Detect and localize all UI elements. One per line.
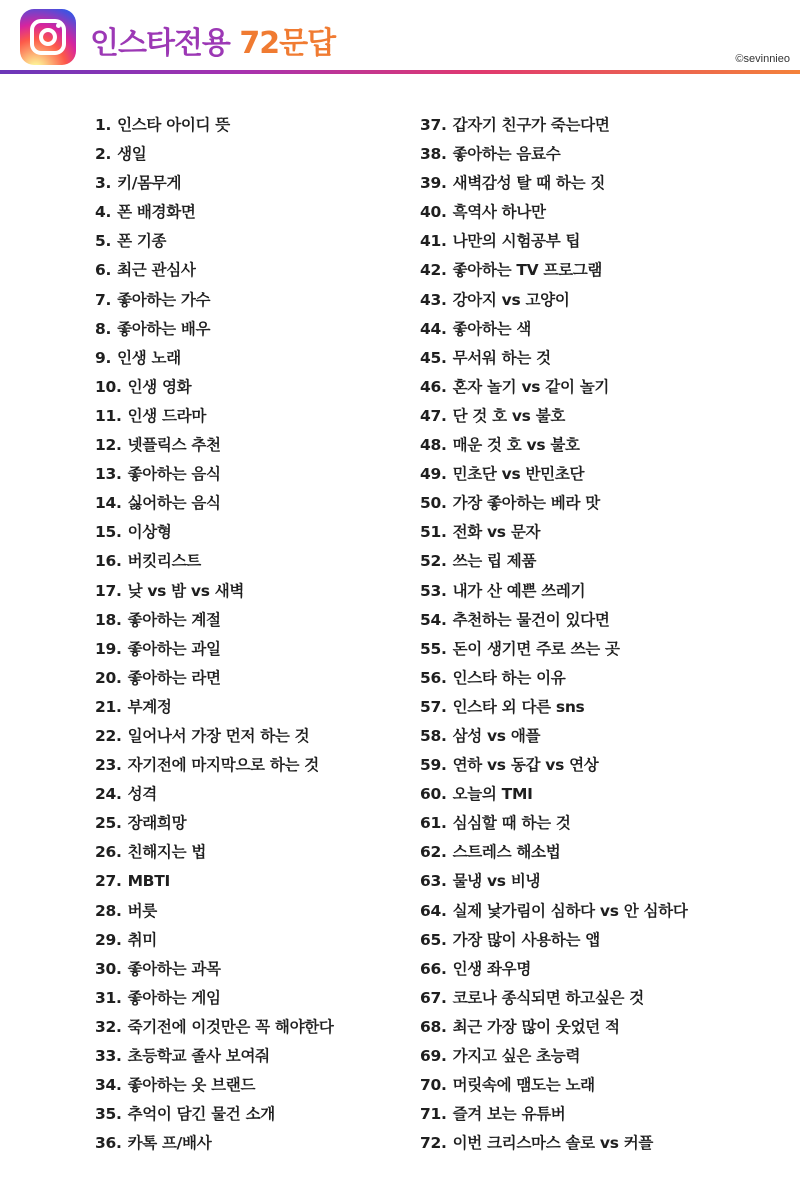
question-text: 버킷리스트 [127,552,201,571]
question-number: 55. [420,639,447,658]
question-text: 폰 배경화면 [117,203,196,222]
question-number: 66. [420,959,447,978]
question-item [95,838,334,867]
question-item [95,693,334,722]
question-text: 최근 가장 많이 웃었던 적 [452,1017,620,1036]
question-item [95,227,334,256]
question-item [95,402,334,431]
question-text: 좋아하는 옷 브랜드 [127,1076,256,1095]
question-number: 23. [95,756,122,775]
question-text: 장래희망 [127,814,187,833]
question-number: 40. [420,203,447,222]
question-text: 좋아하는 계절 [127,610,221,629]
question-item [420,198,688,227]
question-number: 3. [95,174,112,193]
question-item [95,926,334,955]
question-number: 60. [420,785,447,804]
question-text: 내가 산 예쁜 쓰레기 [452,581,586,600]
question-item [420,402,688,431]
question-text: 성격 [127,785,157,804]
question-item [95,577,334,606]
question-text: 인생 좌우명 [452,959,532,978]
question-number: 69. [420,1047,447,1065]
question-text: 좋아하는 TV 프로그램 [452,261,603,280]
question-item [95,344,334,373]
question-number: 8. [95,319,112,338]
question-number: 52. [420,552,447,571]
question-item [420,955,688,984]
question-number: 42. [420,261,447,280]
question-text: 가지고 싶은 초능력 [452,1047,581,1065]
page-title [90,18,335,62]
question-item [95,1042,334,1071]
question-item [420,867,688,896]
question-item [420,344,688,373]
question-number: 28. [95,901,122,920]
question-item [420,111,688,140]
question-item [95,1013,334,1042]
question-number: 48. [420,436,447,455]
question-item [420,897,688,926]
question-text: 좋아하는 색 [452,319,532,338]
question-number: 22. [95,726,122,745]
credit-text: ©sevinnieo [735,53,790,65]
question-item [95,1129,334,1158]
question-item [420,926,688,955]
question-item [420,373,688,402]
question-item [95,489,334,518]
question-text: 좋아하는 게임 [127,988,221,1007]
question-number: 29. [95,930,122,949]
question-item [420,518,688,547]
question-number: 64. [420,901,447,920]
question-number: 10. [95,377,122,396]
question-number: 39. [420,174,447,193]
question-number: 31. [95,988,122,1007]
question-number: 59. [420,756,447,775]
question-text: 좋아하는 배우 [117,319,211,338]
question-item [95,867,334,896]
question-number: 47. [420,406,447,425]
question-item [95,373,334,402]
question-text: 단 것 호 vs 불호 [452,406,566,425]
question-text: 쓰는 립 제품 [452,552,537,571]
question-number: 35. [95,1105,122,1124]
question-item [420,722,688,751]
question-number: 72. [420,1134,447,1153]
question-text: 가장 많이 사용하는 앱 [452,930,600,949]
question-item [420,635,688,664]
question-item [95,664,334,693]
question-text: 인생 영화 [127,377,192,396]
question-item [95,809,334,838]
question-number: 15. [95,523,122,542]
question-text: 인생 노래 [117,348,181,367]
question-text: 혼자 놀기 vs 같이 놀기 [452,377,610,396]
question-number: 5. [95,232,112,251]
question-text: 좋아하는 과목 [127,959,221,978]
question-number: 6. [95,261,112,280]
question-text: 매운 것 호 vs 불호 [452,436,580,455]
question-text: 돈이 생기면 주로 쓰는 곳 [452,639,620,658]
question-item [420,984,688,1013]
question-text: 갑자기 친구가 죽는다면 [452,116,610,134]
question-text: 좋아하는 라면 [127,668,221,687]
question-number: 57. [420,697,447,716]
question-text: 폰 기종 [117,232,167,251]
question-text: 삼성 vs 애플 [452,726,541,745]
question-text: 흑역사 하나만 [452,203,546,222]
question-number: 61. [420,814,447,833]
question-item [95,606,334,635]
question-item [95,547,334,576]
question-number: 2. [95,145,112,164]
question-number: 9. [95,348,112,367]
question-item [95,286,334,315]
question-item [420,169,688,198]
question-number: 13. [95,465,122,484]
question-text: 취미 [127,930,157,949]
question-text: 좋아하는 가수 [117,290,211,309]
question-text: 생일 [117,145,147,164]
question-text: 좋아하는 과일 [127,639,221,658]
question-text: 자기전에 마지막으로 하는 것 [127,756,319,775]
logo-lens [39,28,57,46]
question-item [420,1071,688,1100]
question-item [95,460,334,489]
question-item [420,1100,688,1129]
question-text: 인스타 외 다른 sns [452,697,585,716]
question-text: 좋아하는 음료수 [452,145,561,164]
question-number: 16. [95,552,122,571]
question-list-right [420,111,688,1158]
question-number: 65. [420,930,447,949]
question-item [420,1129,688,1158]
question-number: 49. [420,465,447,484]
question-number: 14. [95,494,122,513]
logo-dot [56,23,61,28]
question-text: 코로나 종식되면 하고싶은 것 [452,988,644,1007]
question-text: 나만의 시험공부 팁 [452,232,581,251]
question-text: 연하 vs 동갑 vs 연상 [452,756,599,775]
question-item [95,722,334,751]
question-number: 46. [420,377,447,396]
question-item [95,635,334,664]
question-item [420,315,688,344]
question-text: 전화 vs 문자 [452,523,541,542]
question-item [420,838,688,867]
question-number: 45. [420,348,447,367]
question-item [95,518,334,547]
question-text: 실제 낯가림이 심하다 vs 안 심하다 [452,901,688,920]
question-item [420,256,688,285]
question-number: 38. [420,145,447,164]
question-number: 1. [95,116,112,134]
question-item [420,1013,688,1042]
question-number: 58. [420,726,447,745]
question-number: 12. [95,436,122,455]
question-text: 가장 좋아하는 베라 맛 [452,494,600,513]
question-number: 19. [95,639,122,658]
question-number: 26. [95,843,122,862]
question-item [420,693,688,722]
question-item [95,955,334,984]
question-number: 34. [95,1076,122,1095]
question-item [420,460,688,489]
question-number: 33. [95,1047,122,1065]
question-item [95,198,334,227]
question-number: 32. [95,1017,122,1036]
title-sub: 72문답 [239,26,336,61]
question-item [95,897,334,926]
question-text: 낮 vs 밤 vs 새벽 [127,581,245,600]
header [0,0,800,76]
question-text: 넷플릭스 추천 [127,436,221,455]
question-number: 25. [95,814,122,833]
question-number: 68. [420,1017,447,1036]
question-item [95,1100,334,1129]
question-number: 36. [95,1134,122,1153]
question-number: 27. [95,872,122,891]
question-item [95,780,334,809]
instagram-icon [20,9,76,65]
question-number: 30. [95,959,122,978]
question-number: 44. [420,319,447,338]
question-text: 좋아하는 음식 [127,465,221,484]
question-number: 56. [420,668,447,687]
question-number: 7. [95,290,112,309]
question-number: 54. [420,610,447,629]
question-item [95,169,334,198]
question-item [420,547,688,576]
question-number: 24. [95,785,122,804]
question-text: 이번 크리스마스 솔로 vs 커플 [452,1134,654,1153]
question-text: 최근 관심사 [117,261,196,280]
question-text: 스트레스 해소법 [452,843,561,862]
question-number: 17. [95,581,122,600]
question-number: 4. [95,203,112,222]
question-item [95,431,334,460]
question-item [420,809,688,838]
question-text: 머릿속에 맴도는 노래 [452,1076,595,1095]
question-item [420,780,688,809]
question-item [95,140,334,169]
question-number: 63. [420,872,447,891]
question-number: 62. [420,843,447,862]
question-text: 추억이 담긴 물건 소개 [127,1105,275,1124]
question-number: 43. [420,290,447,309]
question-text: 인생 드라마 [127,406,207,425]
question-item [420,606,688,635]
question-list-left [95,111,334,1158]
question-item [95,315,334,344]
question-item [420,1042,688,1071]
question-item [420,286,688,315]
question-text: 강아지 vs 고양이 [452,290,570,309]
question-number: 67. [420,988,447,1007]
question-text: 추천하는 물건이 있다면 [452,610,610,629]
gradient-divider [0,70,800,74]
question-item [420,664,688,693]
question-number: 71. [420,1105,447,1124]
question-text: 카톡 프/배사 [127,1134,212,1153]
question-text: 무서워 하는 것 [452,348,551,367]
question-text: 초등학교 졸사 보여줘 [127,1047,270,1065]
question-item [95,111,334,140]
question-text: 인스타 하는 이유 [452,668,566,687]
question-item [420,431,688,460]
question-item [420,577,688,606]
question-number: 50. [420,494,447,513]
question-text: 즐겨 보는 유튜버 [452,1105,566,1124]
question-item [95,1071,334,1100]
question-number: 11. [95,406,122,425]
question-text: 싫어하는 음식 [127,494,221,513]
question-number: 20. [95,668,122,687]
question-number: 70. [420,1076,447,1095]
question-text: 인스타 아이디 뜻 [117,116,230,134]
question-text: 물냉 vs 비냉 [452,872,541,891]
question-item [95,751,334,780]
question-text: 부계정 [127,697,172,716]
question-item [95,984,334,1013]
question-number: 41. [420,232,447,251]
question-item [420,751,688,780]
question-number: 37. [420,116,447,134]
question-number: 51. [420,523,447,542]
question-item [420,227,688,256]
question-number: 18. [95,610,122,629]
question-text: 친해지는 법 [127,843,207,862]
question-text: 심심할 때 하는 것 [452,814,571,833]
question-text: 일어나서 가장 먼저 하는 것 [127,726,310,745]
question-text: 죽기전에 이것만은 꼭 해야한다 [127,1017,334,1036]
question-text: 민초단 vs 반민초단 [452,465,585,484]
question-number: 21. [95,697,122,716]
question-number: 53. [420,581,447,600]
question-text: MBTI [127,872,170,891]
question-text: 버릇 [127,901,157,920]
question-item [420,140,688,169]
question-item [95,256,334,285]
title-main: 인스타전용 [90,26,230,61]
question-text: 오늘의 TMI [452,785,533,804]
question-item [420,489,688,518]
question-text: 키/몸무게 [117,174,182,193]
question-text: 새벽감성 탈 때 하는 짓 [452,174,606,193]
question-text: 이상형 [127,523,172,542]
